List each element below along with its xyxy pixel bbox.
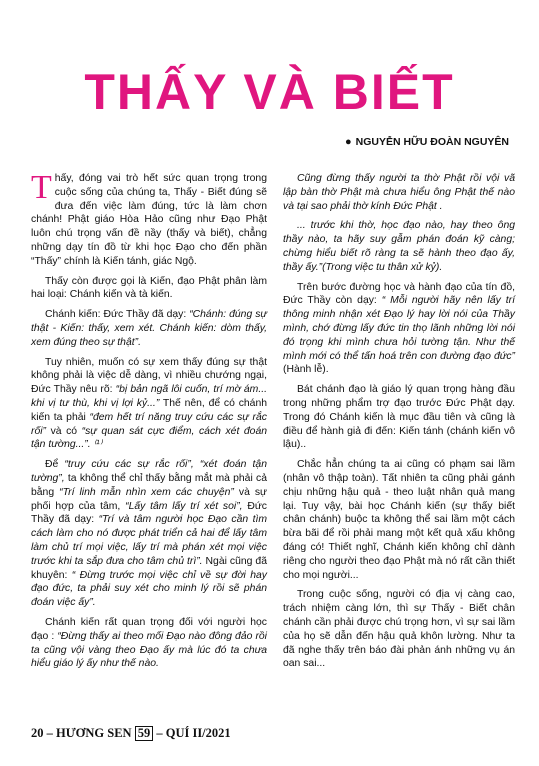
paragraph: Chánh kiến: Đức Thầy đã dạy: “Chánh: đúng sự thật - Kiến: thấy, xem xét. Chánh kiến: dòm thấy, xem đúng theo sự thật”. <box>31 309 267 348</box>
drop-cap: T <box>31 169 52 206</box>
paragraph: ... trước khi thờ, học đạo nào, hay theo ông thầy nào, ta hãy suy gẫm phán đoán kỹ càng; chừng hiểu biết rõ ràng ta sẽ hành theo đạo ấy, thầy ấy.”(Trong việc tu thân xử kỷ). <box>283 220 515 273</box>
issue-number: 59 <box>135 726 154 741</box>
paragraph: Tuy nhiên, muốn có sự xem thấy đúng sự thật không phải là việc dễ dàng, vì nhiều chướng ngại, Đức Thầy nêu rõ: “bị bản ngã lôi cuốn, trí mờ ám... khi vị tư thù, khi vị lợi kỷ...” Thế nên, để có chánh kiến ta phải “đem hết trí năng truy cứu các sự rắc rối” và có “sự quan sát cực điểm, cách xét đoán tận tường...”. ⁽¹⁾ <box>31 356 268 451</box>
left-column <box>31 169 268 677</box>
right-column <box>283 172 515 677</box>
page-number: 20 <box>31 726 44 740</box>
issue-quarter: – QUÍ II/2021 <box>156 726 231 740</box>
paragraph: Thấy, đóng vai trò hết sức quan trọng trong cuộc sống của chúng ta, Thấy - Biết đúng sẽ đưa đến việc làm đúng, tức là làm chơn chánh! Phật giáo Hòa Hảo cũng như Đạo Phật luôn chú trọng vấn đề nầy (thấy và biết), chẳng những dạy tín đồ từ khi học Đạo cho đến phần “Thấy” chính là Kiến tánh, giác Ngộ. <box>31 169 267 267</box>
paragraph: Bát chánh đạo là giáo lý quan trọng hàng đầu trong những phẩm trợ đạo trước Đức Phật dạy. Trong đó Chánh kiến là mục đầu tiên và cũng là điều để hành giả đi đến: Kiến tánh (chánh kiến vô lậu).. <box>283 384 515 451</box>
author-byline <box>345 136 509 148</box>
paragraph: Trong cuộc sống, người có địa vị càng cao, trách nhiệm càng lớn, thì sự Thấy - Biết chân chánh cần phải được chú trọng hơn, vì sự sai lầm của họ sẽ dẫn đến hậu quả khôn lường. Như ta đã nghe thấy trên báo đài phản ánh những vụ án oan sai... <box>283 589 515 670</box>
paragraph: Thấy còn được gọi là Kiến, đạo Phật phân làm hai loại: Chánh kiến và tà kiến. <box>31 275 267 301</box>
magazine-name: – HƯƠNG SEN <box>46 726 132 740</box>
page-footer <box>31 726 231 741</box>
paragraph: Chắc hẳn chúng ta ai cũng có phạm sai lầm (nhân vô thập toàn). Tất nhiên ta cũng phải gánh chịu những hậu quả - theo luật nhân quả mang lại. Tuy vậy, bài học Chánh kiến (sự thấy biết chân chánh) buộc ta không thể sai lầm một cách bừa bãi để rồi phải mang một kết quả xấu không đáng có! Thiết nghĩ, Chánh kiến không chỉ dành riêng cho người theo đạo Phật mà nó rất cần thiết cho mọi người... <box>283 459 515 581</box>
paragraph: Chánh kiến rất quan trọng đối với người học đạo : “Đừng thấy ai theo mối Đạo nào đông đảo rồi ta cũng vội vàng theo Đạo ấy mà lúc đó ta chưa hiểu giáo lý ấy như thế nào. <box>31 616 267 670</box>
paragraph: Để “truy cứu các sự rắc rối”, “xét đoán tận tường”, ta không thể chỉ thấy bằng mắt mà phải cả bằng “Trí linh mẫn nhìn xem các chuyện” và sự phối hợp của tâm, “Lấy tâm lấy trí xét soi”, Đức Thầy đã dạy: “Trí và tâm người học Đạo cần tìm cách làm cho nó được phát triển cả hai để lấy tâm làm chủ trí mọi việc, lấy trí mà phán xét mọi việc trước khi ta sắp đưa cho tâm chủ trì”. Ngài cũng đã khuyên: “ Đừng trước mọi việc chỉ về sự đời hay đạo đức, ta phải suy xét cho minh lý rồi sẽ phán đoán việc ấy”. <box>31 459 267 609</box>
bullet-icon: ● <box>344 136 352 148</box>
paragraph: Trên bước đường học và hành đạo của tín đồ, Đức Thầy còn dạy: “ Mỗi người hãy nên lấy trí thông minh nhận xét Đạo lý hay lời nói của Thầy mình, chớ đừng lấy đức tin thọ lãnh những lời nói đó trọng khi mình chưa hỏi tường tận. Như thế mình mới có thể tấn hoá trên con đường đạo đức” (Hành lễ). <box>283 281 515 376</box>
paragraph: Cũng đừng thấy người ta thờ Phật rồi vội vã lập bàn thờ Phật mà chưa hiểu ông Phật thế nào và tại sao phải thờ kính Đức Phật . <box>283 173 515 212</box>
article-title: THẤY VÀ BIẾT <box>84 64 455 120</box>
author-name: NGUYỄN HỮU ĐOÀN NGUYÊN <box>355 136 509 148</box>
